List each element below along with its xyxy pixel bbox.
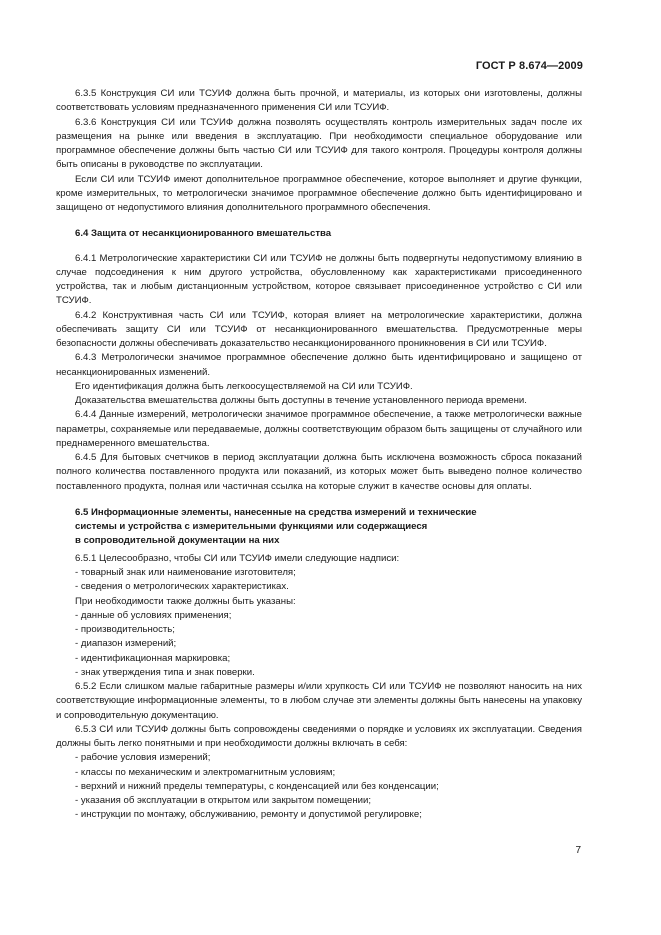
list-item: - указания об эксплуатации в открытом или закрытом помещении; [75,795,372,806]
list-item: - диапазон измерений; [75,638,177,650]
list-item: - инструкции по монтажу, обслуживанию, ремонту и допустимой регулировке; [75,809,422,821]
list-item: - производительность; [75,624,175,635]
paragraph-evidence: Доказательства вмешательства должны быть доступны в течение установленного периода времени. [75,395,527,406]
paragraph-6-5-1: 6.5.1 Целесообразно, чтобы СИ или ТСУИФ имели следующие надписи: [75,552,400,564]
list-item: - классы по механическим и электромагнитным условиям; [75,766,336,778]
list-item: - сведения о метрологических характеристиках. [75,581,289,593]
list-item: - товарный знак или наименование изготовителя; [75,567,296,578]
paragraph-6-4-2: 6.4.2 Конструктивная часть СИ или ТСУИФ, которая влияет на метрологические характеристики, должна обеспечивать защиту СИ или ТСУИФ от несанкционированного вмешательства. Предусмотренные меры безопасности должны обеспечивать доказательство несанкционированного проникновения в СИ или ТСУИФ. [56,309,582,349]
section-heading-6-5-line: 6.5 Информационные элементы, нанесенные на средства измерений и технические [75,506,477,518]
paragraph-6-5-2: 6.5.2 Если слишком малые габаритные размеры и/или хрупкость СИ или ТСУИФ не позволяют наносить на них соответствующие информационные элементы, то в любом случае эти элементы должны быть нанесены на упаковку и сопроводительную документацию. [56,681,582,721]
paragraph-6-3-6: 6.3.6 Конструкция СИ или ТСУИФ должна позволять осуществлять контроль измерительных задач после их размещения на рынке или введения в эксплуатацию. При необходимости специальное оборудование или программное обеспечение должны быть частью СИ или ТСУИФ для такого контроля. Процедуры контроля должны быть описаны в руководстве по эксплуатации. [56,116,582,171]
section-heading-6-5-line: системы и устройства с измерительными функциями или содержащиеся [75,520,428,532]
section-heading-6-4: 6.4 Защита от несанкционированного вмешательства [75,228,332,240]
list-item: - данные об условиях применения; [75,609,232,621]
page-content [56,87,582,823]
paragraph-6-4-3: 6.4.3 Метрологически значимое программное обеспечение должно быть идентифицировано и защищено от несанкционированных изменений. [56,352,582,378]
paragraph-identification: Его идентификация должна быть легкоосуществляемой на СИ или ТСУИФ. [75,380,413,392]
paragraph-6-4-4: 6.4.4 Данные измерений, метрологически значимое программное обеспечение, а также метрологически важные параметры, сохраняемые или передаваемые, должны соответствующим образом быть защищены от случайного или преднамеренного вмешательства. [56,409,582,449]
paragraph-6-5-3: 6.5.3 СИ или ТСУИФ должны быть сопровождены сведениями о порядке и условиях их эксплуатации. Сведения должны быть легко понятными и при необходимости должны включать в себя: [56,723,582,749]
list-item: - идентификационная маркировка; [75,652,231,664]
paragraph-also-indicated: При необходимости также должны быть указаны: [75,595,296,607]
list-item: - рабочие условия измерений; [75,752,211,764]
paragraph-6-3-5: 6.3.5 Конструкция СИ или ТСУИФ должна быть прочной, и материалы, из которых они изготовлены, должны соответствовать условиям предназначенного применения СИ или ТСУИФ. [56,88,582,114]
section-heading-6-5 [56,506,582,548]
standard-header: ГОСТ Р 8.674—2009 [475,60,583,72]
page-number: 7 [575,845,581,856]
list-item: - знак утверждения типа и знак поверки. [75,666,255,678]
paragraph-6-4-1: 6.4.1 Метрологические характеристики СИ или ТСУИФ не должны быть подвергнуты недопустимому влиянию в случае подсоединения к ним другого устройства, обусловленному как характеристиками присоединенного устройства, так и любым дистанционным устройством, которое связывает присоединенное устройство с СИ или ТСУИФ. [56,252,582,307]
paragraph-6-4-5: 6.4.5 Для бытовых счетчиков в период эксплуатации должна быть исключена возможность сброса показаний полного количества поставленного продукта или показаний, из которых может быть выведено полное количество поставленного продукта, полная или частичная ссылка на которые служит в качестве основы для оплаты. [56,452,582,492]
section-heading-6-5-line: в сопроводительной документации на них [75,534,280,546]
list-item: - верхний и нижний пределы температуры, с конденсацией или без конденсации; [75,780,439,792]
paragraph-software: Если СИ или ТСУИФ имеют дополнительное программное обеспечение, которое выполняет и другие функции, кроме измерительных, то метрологически значимое программное обеспечение должно быть идентифицировано и защищено от недопустимого влияния дополнительного программного обеспечения. [56,173,582,213]
